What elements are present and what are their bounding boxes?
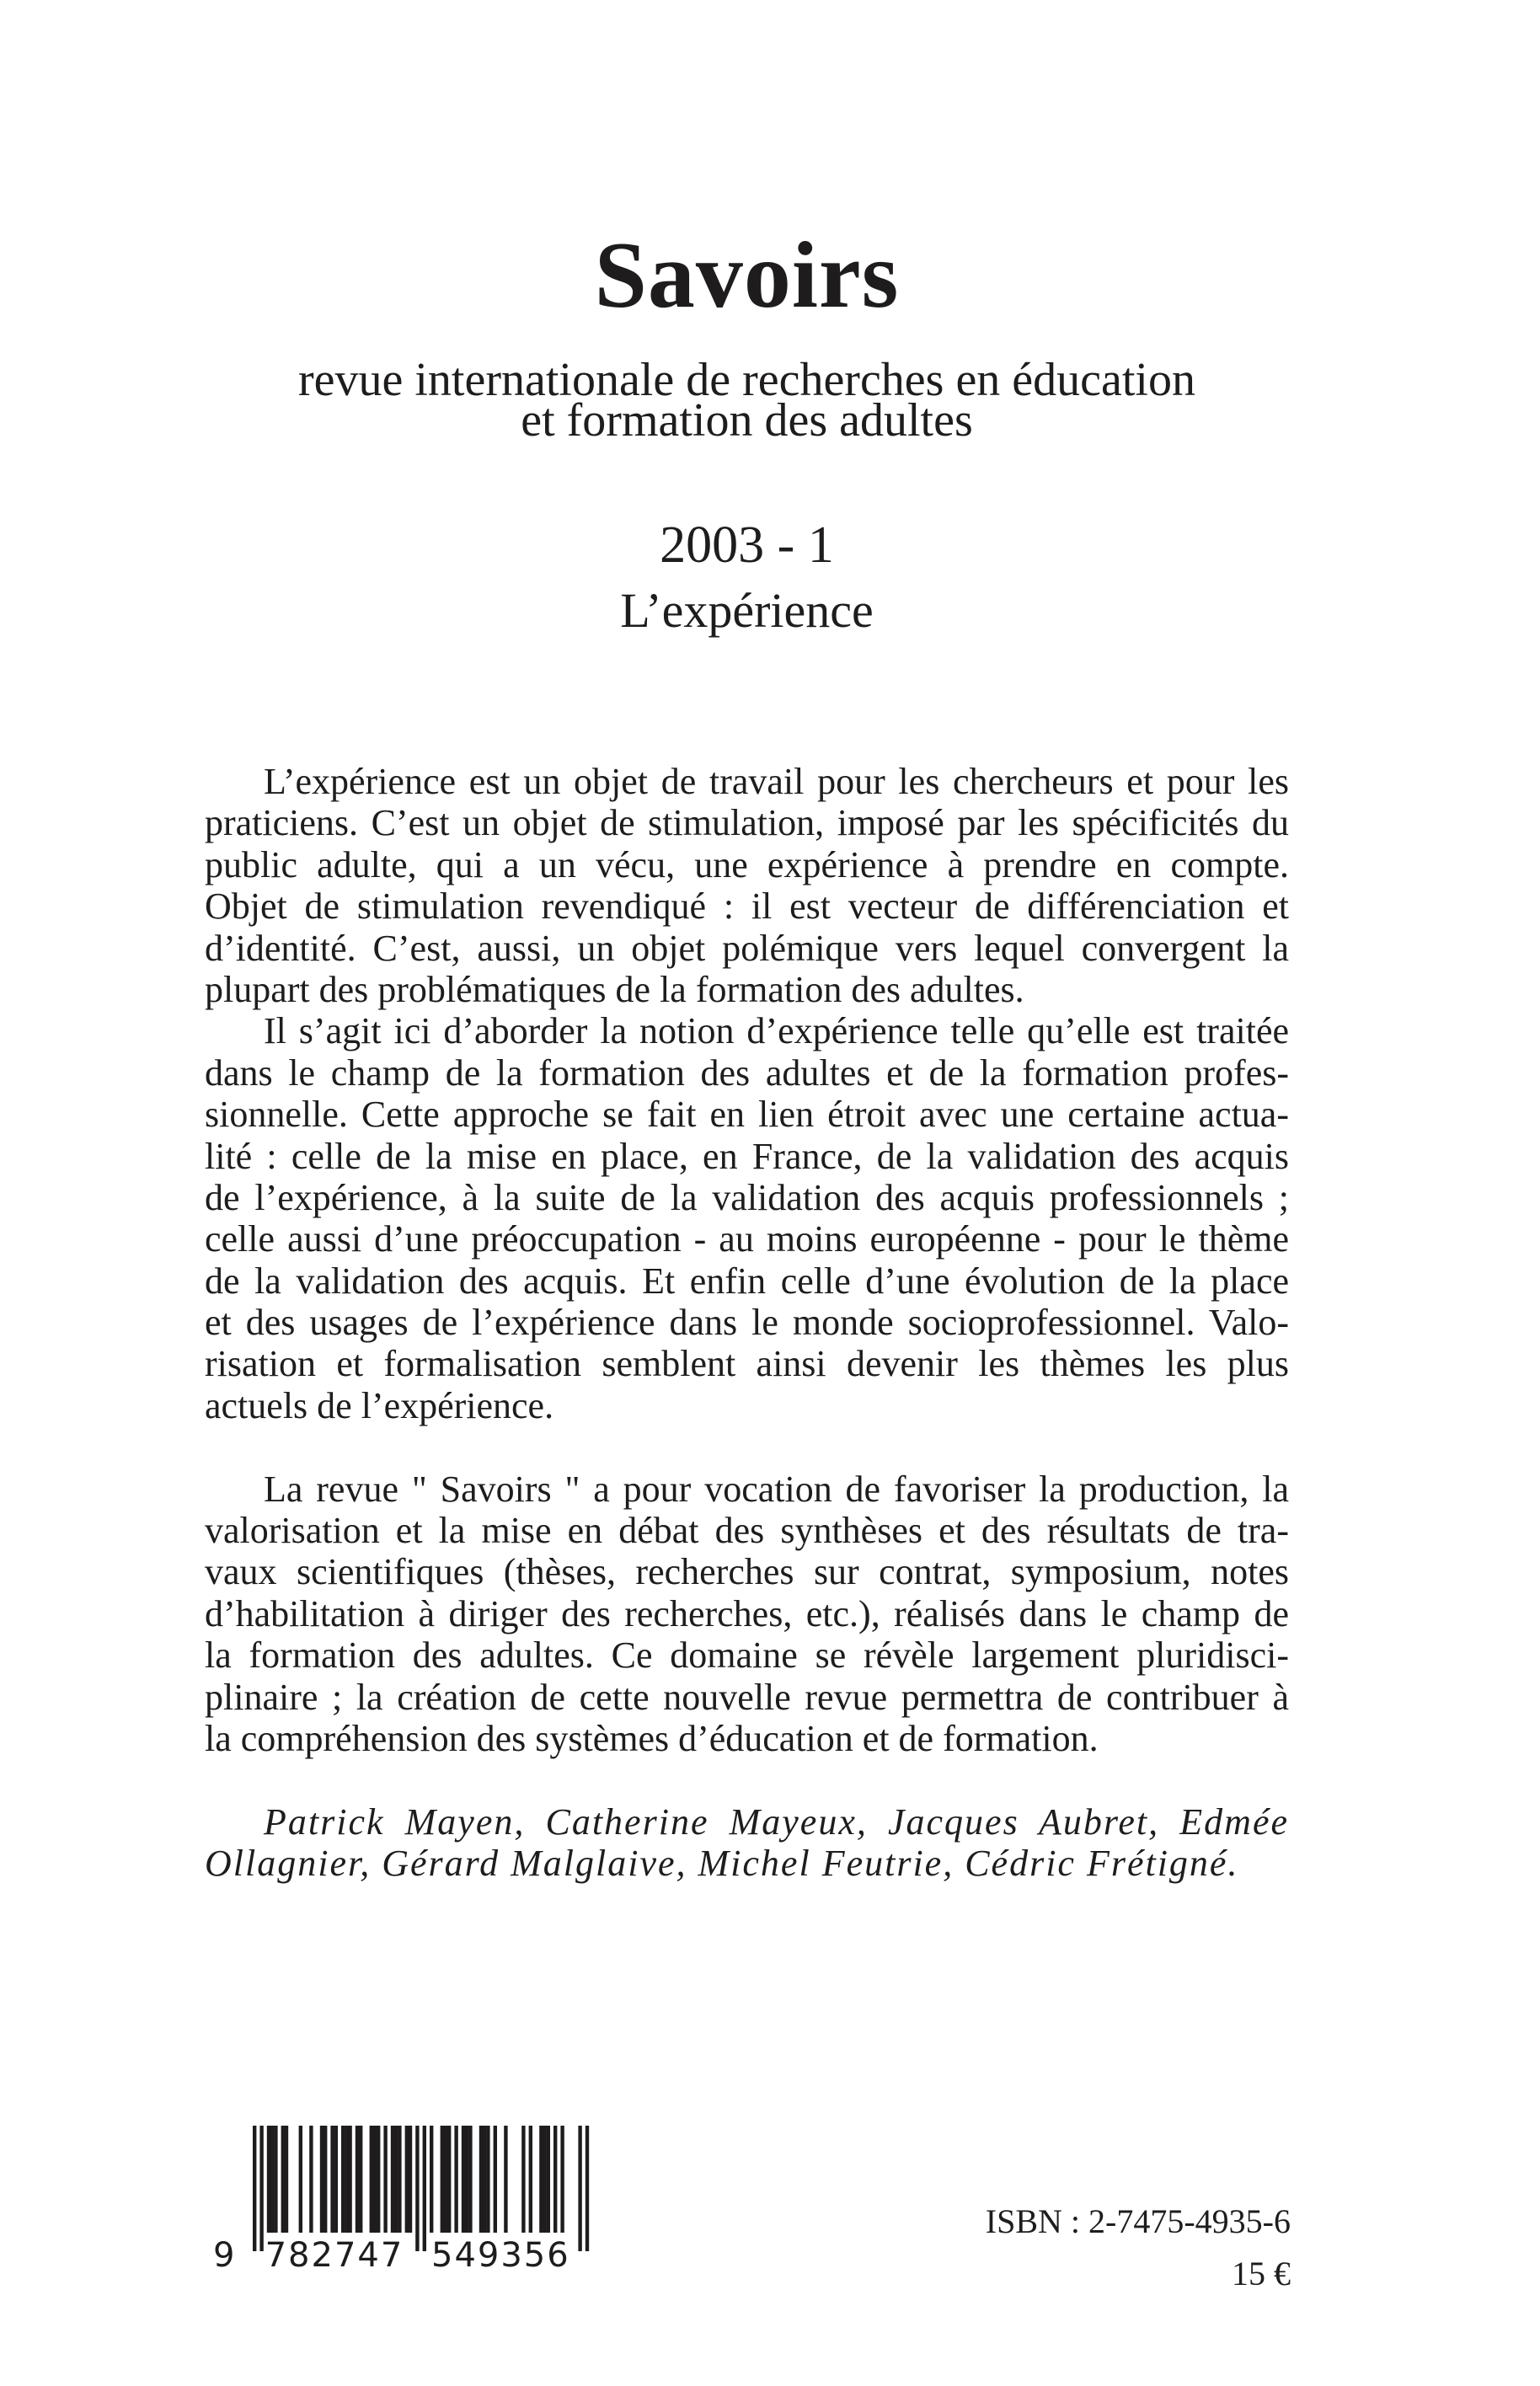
text-line: d’identité. C’est, aussi, un objet polémique vers lequel convergent la bbox=[205, 927, 1289, 969]
text-line: la compréhension des systèmes d’éducation et de formation. bbox=[205, 1717, 1099, 1759]
text-line: vaux scientifiques (thèses, recherches sur contrat, symposium, notes bbox=[205, 1551, 1289, 1593]
text-line: de l’expérience, à la suite de la validation des acquis professionnels ; bbox=[205, 1176, 1289, 1218]
svg-text:782747: 782747 bbox=[265, 2236, 404, 2275]
svg-text:549356: 549356 bbox=[431, 2236, 570, 2275]
paragraph-1 bbox=[205, 761, 1289, 1010]
text-line: lité : celle de la mise en place, en France, de la validation des acquis bbox=[205, 1135, 1289, 1177]
text-line: public adulte, qui a un vécu, une expérience à prendre en compte. bbox=[205, 843, 1289, 885]
journal-subtitle bbox=[205, 354, 1289, 447]
text-line: dans le champ de la formation des adultes et de la formation profes- bbox=[205, 1051, 1289, 1094]
text-line: La revue " Savoirs " a pour vocation de favoriser la production, la bbox=[264, 1468, 1289, 1510]
text-line: de la validation des acquis. Et enfin celle d’une évolution de la place bbox=[205, 1260, 1289, 1302]
subtitle-line: revue internationale de recherches en éducation bbox=[298, 354, 1195, 406]
text-line: Il s’agit ici d’aborder la notion d’expérience telle qu’elle est traitée bbox=[264, 1010, 1289, 1052]
text-line: actuels de l’expérience. bbox=[205, 1384, 554, 1426]
text-line: L’expérience est un objet de travail pour les chercheurs et pour les bbox=[264, 761, 1289, 802]
text-line: plinaire ; la création de cette nouvelle revue permettra de contribuer à bbox=[205, 1676, 1289, 1718]
editors-signature bbox=[205, 1801, 1289, 1885]
paragraph-2 bbox=[205, 1010, 1289, 1426]
back-cover-text bbox=[205, 761, 1289, 1885]
issue-theme: L’expérience bbox=[620, 583, 874, 638]
isbn-number: ISBN : 2-7475-4935-6 bbox=[985, 2202, 1291, 2240]
signature-line: Ollagnier, Gérard Malglaive, Michel Feutrie, Cédric Frétigné. bbox=[205, 1843, 1239, 1885]
text-line: praticiens. C’est un objet de stimulation, imposé par les spécificités du bbox=[205, 802, 1289, 844]
text-line: la formation des adultes. Ce domaine se révèle largement pluridisci- bbox=[205, 1634, 1289, 1677]
text-line: celle aussi d’une préoccupation - au moins européenne - pour le thème bbox=[205, 1218, 1289, 1260]
isbn-barcode bbox=[209, 2126, 605, 2277]
journal-title: Savoirs bbox=[594, 223, 900, 328]
text-line: Objet de stimulation revendiqué : il est vecteur de différenciation et bbox=[205, 885, 1289, 928]
text-line: et des usages de l’expérience dans le monde socioprofessionnel. Valo- bbox=[205, 1302, 1289, 1344]
paragraph-3 bbox=[205, 1469, 1289, 1760]
text-line: plupart des problématiques de la formation des adultes. bbox=[205, 968, 1024, 1010]
barcode-icon bbox=[209, 2126, 605, 2277]
price: 15 € bbox=[1232, 2255, 1291, 2292]
text-line: valorisation et la mise en débat des synthèses et des résultats de tra- bbox=[205, 1510, 1289, 1552]
issue-number: 2003 - 1 bbox=[660, 516, 834, 574]
text-line: risation et formalisation semblent ainsi devenir les thèmes les plus bbox=[205, 1343, 1289, 1385]
signature-line: Patrick Mayen, Catherine Mayeux, Jacques Aubret, Edmée bbox=[264, 1800, 1289, 1843]
text-line: d’habilitation à diriger des recherches, etc.), réalisés dans le champ de bbox=[205, 1592, 1289, 1634]
svg-text:9: 9 bbox=[213, 2236, 235, 2275]
subtitle-line: et formation des adultes bbox=[521, 394, 973, 447]
text-line: sionnelle. Cette approche se fait en lien étroit avec une certaine actua- bbox=[205, 1094, 1289, 1136]
